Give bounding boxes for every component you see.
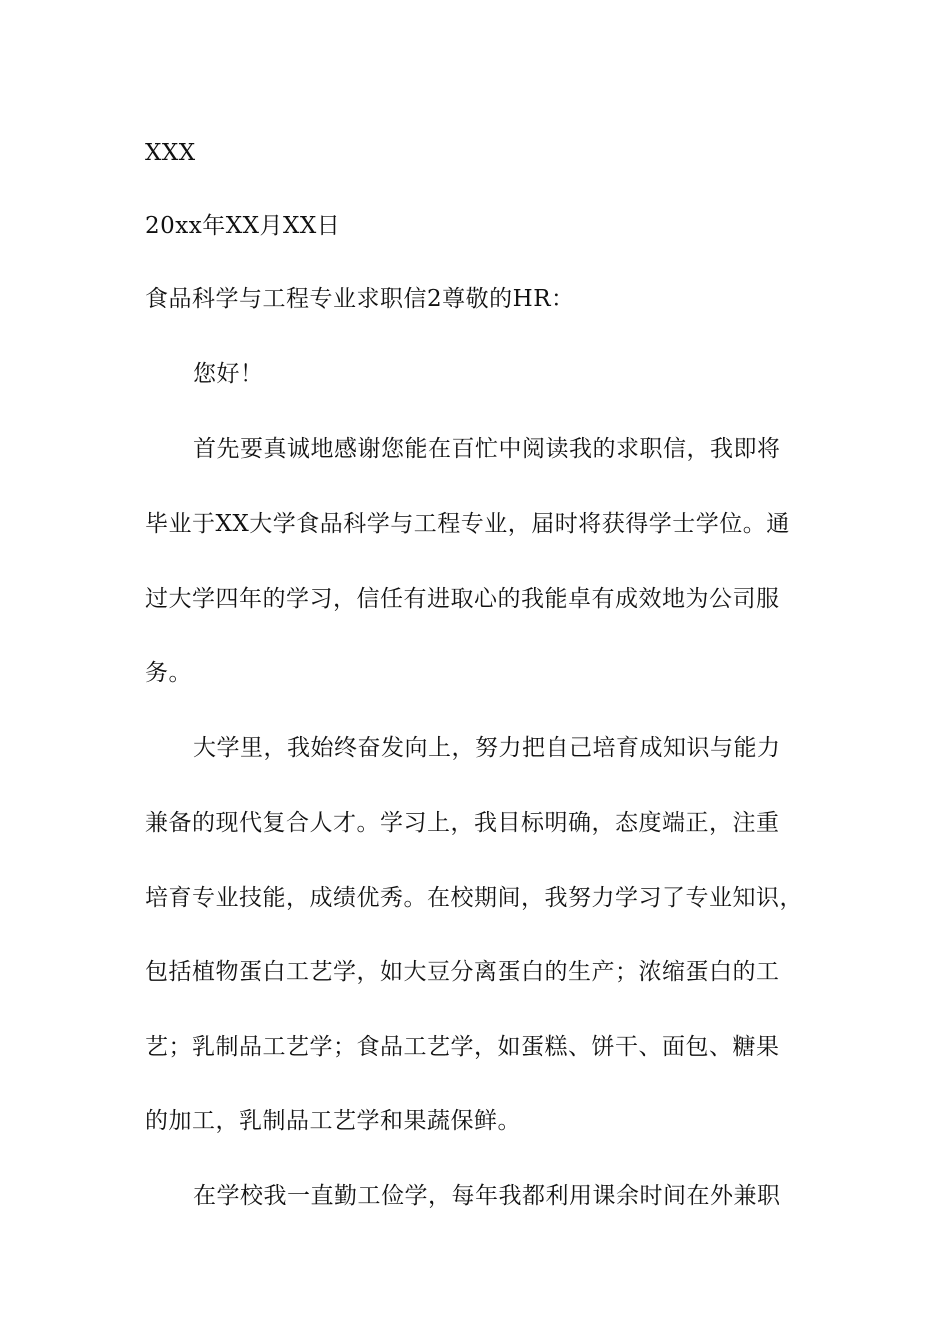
greeting: 您好！ (193, 361, 264, 387)
body-line: 艺；乳制品工艺学；食品工艺学，如蛋糕、饼干、面包、糖果 (145, 1034, 780, 1060)
letter-date: 20xx年XX月XX日 (145, 213, 341, 239)
body-line: 培育专业技能，成绩优秀。在校期间，我努力学习了专业知识， (145, 885, 803, 911)
body-line: 兼备的现代复合人才。学习上，我目标明确，态度端正，注重 (145, 810, 780, 836)
letter-heading: 食品科学与工程专业求职信2尊敬的HR： (145, 286, 575, 312)
body-line: 大学里，我始终奋发向上，努力把自己培育成知识与能力 (193, 735, 781, 761)
body-line: 在学校我一直勤工俭学，每年我都利用课余时间在外兼职 (193, 1183, 781, 1209)
body-line: 包括植物蛋白工艺学，如大豆分离蛋白的生产；浓缩蛋白的工 (145, 959, 780, 985)
body-line: 的加工，乳制品工艺学和果蔬保鲜。 (145, 1108, 521, 1134)
body-line: 毕业于XX大学食品科学与工程专业，届时将获得学士学位。通 (145, 511, 790, 537)
body-line: 过大学四年的学习，信任有进取心的我能卓有成效地为公司服 (145, 586, 780, 612)
body-line: 务。 (145, 660, 192, 686)
body-line: 首先要真诚地感谢您能在百忙中阅读我的求职信，我即将 (193, 436, 781, 462)
signature-name: XXX (145, 140, 196, 166)
